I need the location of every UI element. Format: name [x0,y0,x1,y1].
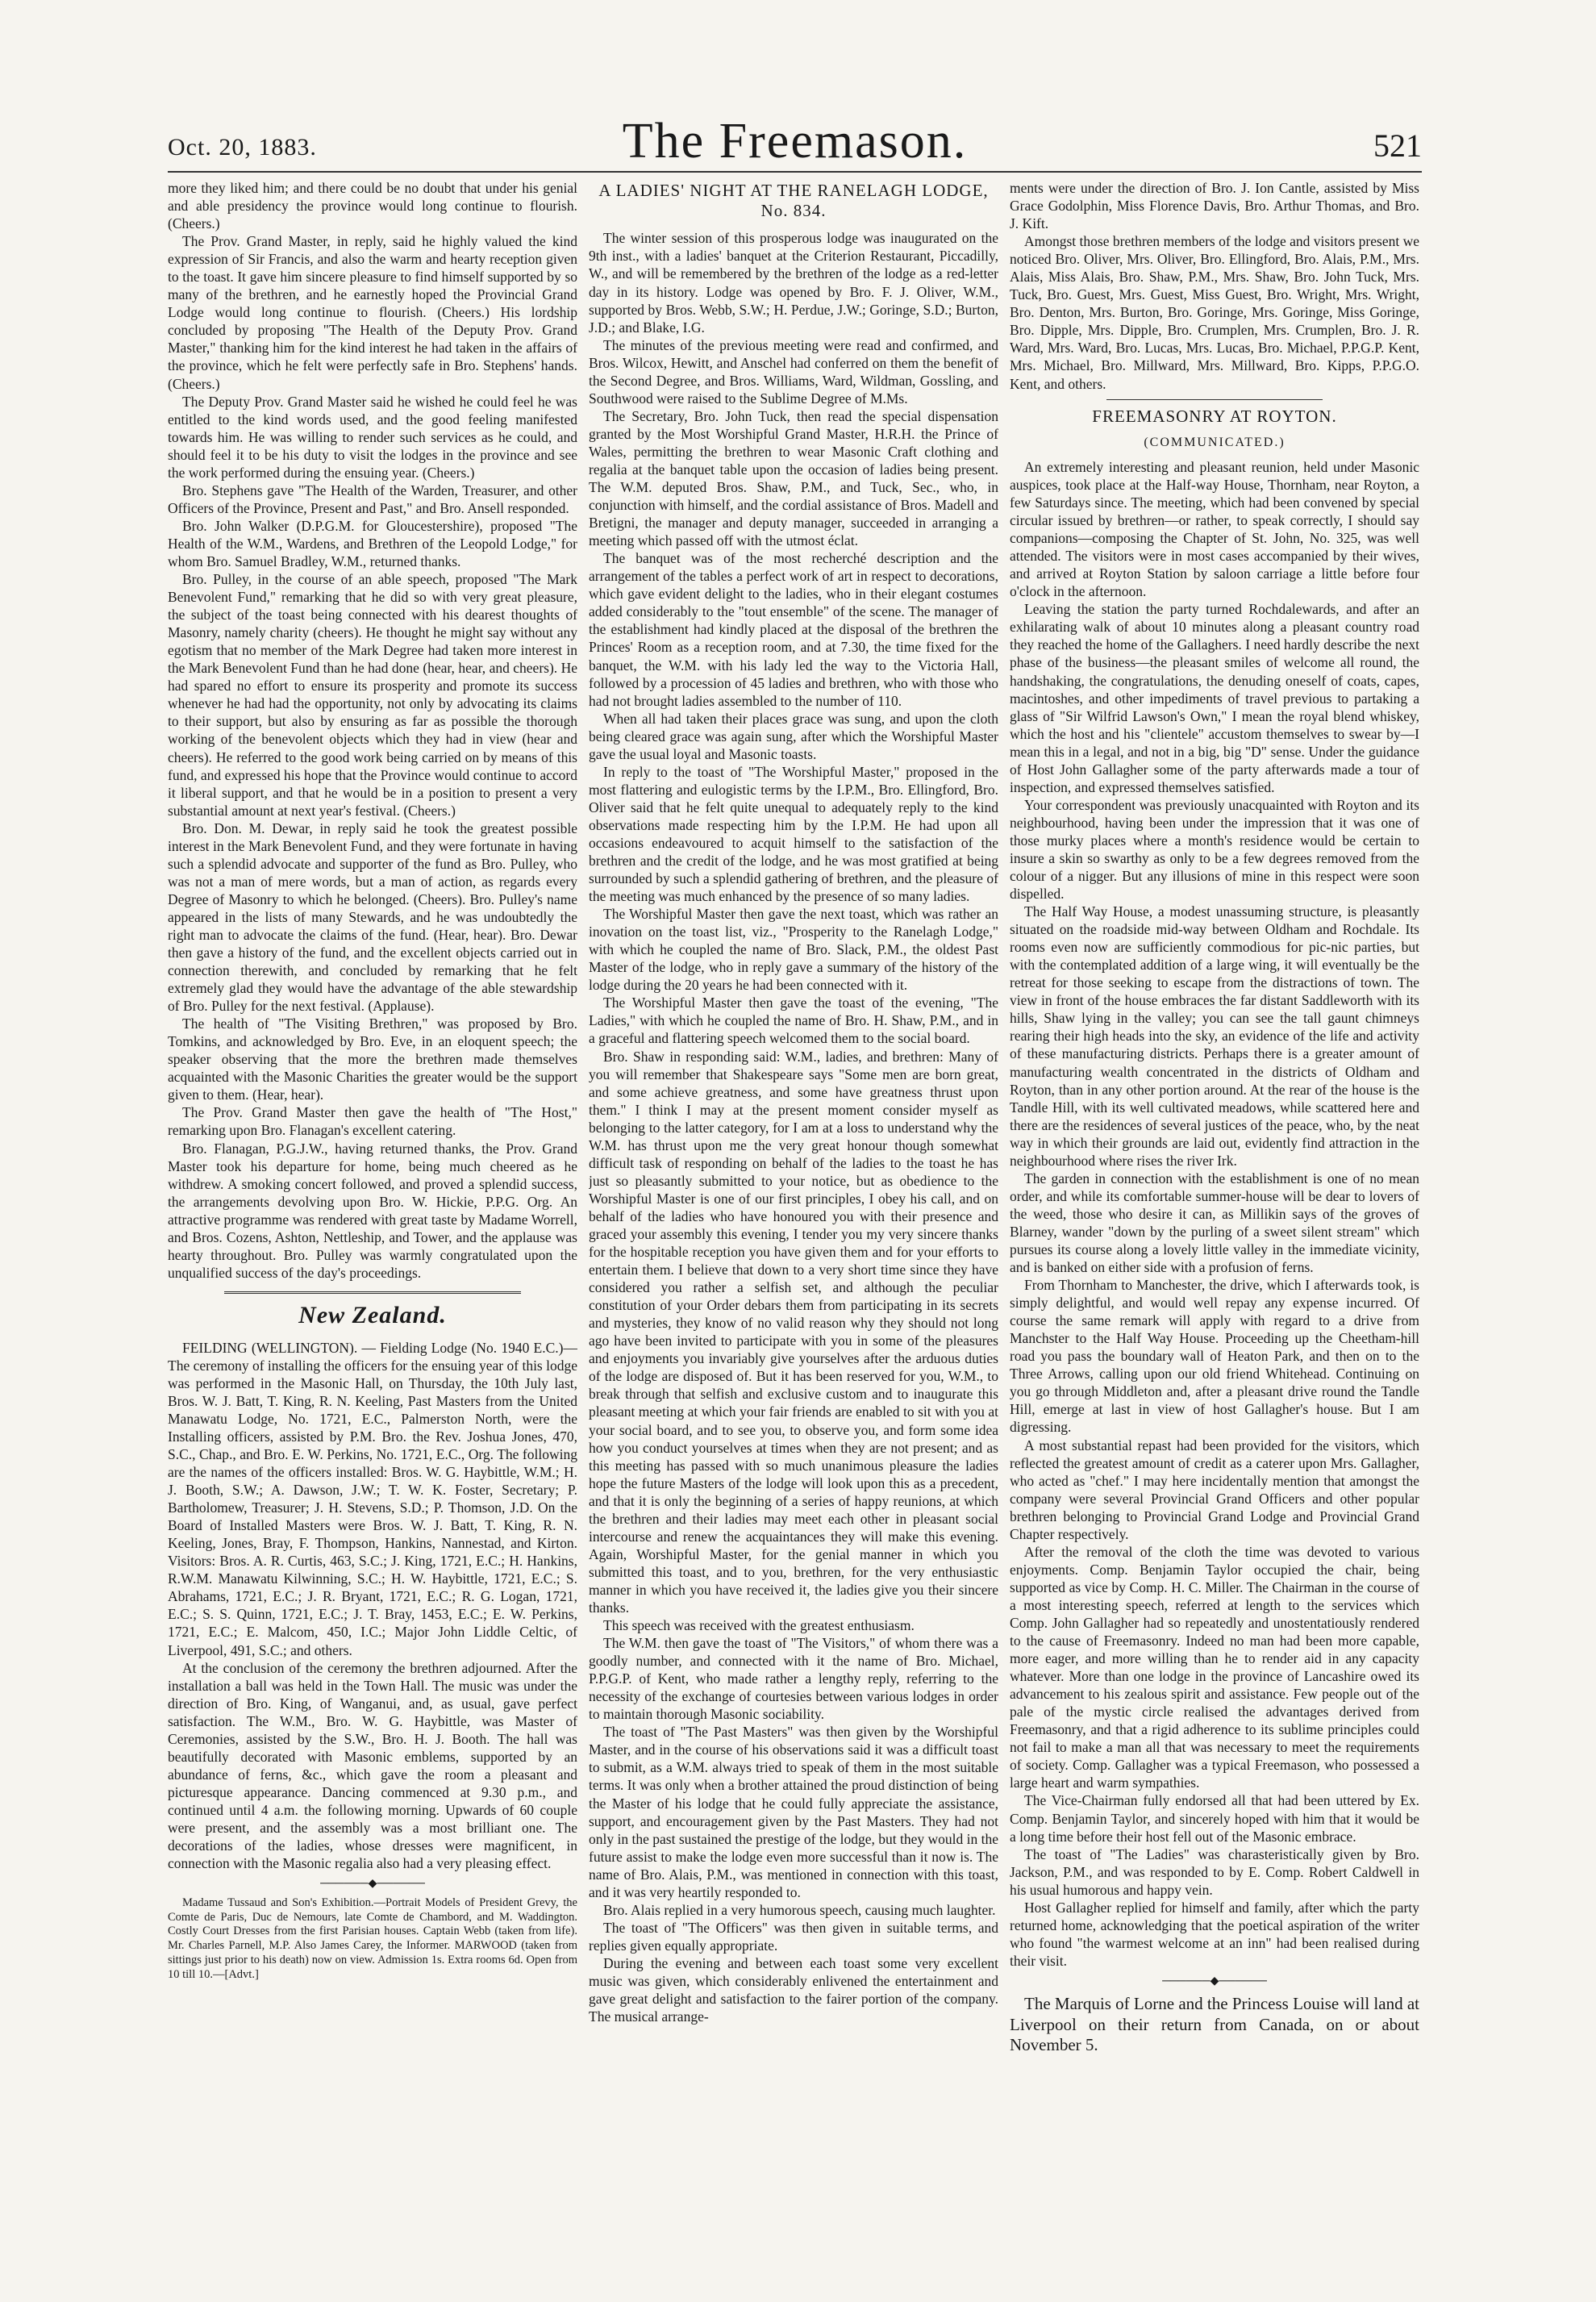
article-paragraph: An extremely interesting and pleasant reunion, held under Masonic auspices, took place at the Half-way House, Thornham, near Royton, a few Saturdays since. The meeting, which had been convened by special circular issued by brethren—or rather, to speak correctly, I should say companions—composing the Chapter of St. John, No. 325, was well attended. The visitors were in most cases accompanied by their wives, and arrived at Royton Station by saloon carriage a little before four o'clock in the afternoon. [1010,458,1419,600]
article-paragraph: more they liked him; and there could be no doubt that under his genial and able presidency the province would long continue to flourish. (Cheers.) [168,180,577,232]
article-paragraph: The toast of "The Past Masters" was then given by the Worshipful Master, and in the course of his observations said it was a difficult toast to submit, as a W.M. always tried to speak of them in the most suitable terms. It was only when a brother attained the proud distinction of being the Master of his lodge that he could fully appreciate the assistance, support, and encouragement given by the Past Masters. They had not only in the past sustained the prestige of the lodge, but they would in the future assist to make the lodge even more successful than it now is. The name of Bro. Alais, P.M., was mentioned in connection with this toast, and it was very heartily responded to. [589,1724,998,1900]
article-paragraph: The toast of "The Officers" was then given in suitable terms, and replies given equally appropriate. [589,1919,998,1954]
article-subheading: (COMMUNICATED.) [1144,435,1286,449]
article-paragraph: Host Gallagher replied for himself and family, after which the party returned home, acknowledging that the poetical aspiration of the writer who found "the warmest welcome at an inn" had been realised during their visit. [1010,1899,1419,1969]
article-paragraph: After the removal of the cloth the time was devoted to various enjoyments. Comp. Benjamin Taylor occupied the chair, being supported as vice by Comp. H. C. Miller. The Chairman in the course of a most interesting speech, referred at length to the services which Comp. John Gallagher had so repeatedly and unostentatiously rendered to the cause of Freemasonry. Indeed no man had been more capable, more eager, and more willing than he to render aid in any capacity whatever. More than one lodge in the province of Lancashire owed its advancement to his zealous spirit and assistance. Few people out of the pale of the mystic circle realised the advantages derived from Freemasonry, and that a rigid adherence to its sublime principles could not fail to make a man all that was necessary to meet the requirements of society. Comp. Gallagher was a typical Freemason, who possessed a large heart and warm sympathies. [1010,1543,1419,1791]
article-paragraph: Bro. Flanagan, P.G.J.W., having returned thanks, the Prov. Grand Master took his departure for home, being much cheered as he withdrew. A smoking concert followed, and proved a splendid success, the arrangements devolving upon Bro. W. Hickie, P.P.G. Org. An attractive programme was rendered with great taste by Madame Worrell, and Bros. Cozens, Ashton, Nettleship, and Tower, and the applause was hearty throughout. Bro. Pulley was warmly congratulated upon the unqualified success of the day's proceedings. [168,1140,577,1281]
article-paragraph: Bro. Stephens gave "The Health of the Warden, Treasurer, and other Officers of the Province, Present and Past," and Bro. Ansell responded. [168,482,577,516]
newspaper-title: The Freemason. [622,114,968,169]
article-paragraph: ments were under the direction of Bro. J. Ion Cantle, assisted by Miss Grace Godolphin, Miss Florence Davis, Bro. Arthur Thomas, and Bro. J. Kift. [1010,180,1419,232]
article-paragraph: In reply to the toast of "The Worshipful Master," proposed in the most flattering and eulogistic terms by the I.P.M., Bro. Ellingford, Bro. Oliver said that he felt quite unequal to adequately reply to the kind observations made respecting him by the I.P.M. He had upon all occasions endeavoured to acquit himself to the satisfaction of the brethren and the credit of the lodge, and he was most gratified at being surrounded by such a splendid gathering of brethren, and the pleasure of the meeting was much enhanced by the presence of so many ladies. [589,763,998,905]
article-paragraph: The Worshipful Master then gave the toast of the evening, "The Ladies," with which he coupled the name of Bro. H. Shaw, P.M., and in a graceful and flattering speech welcomed them to the social board. [589,995,998,1047]
article-heading: A LADIES' NIGHT AT THE RANELAGH LODGE, No. 834. [598,181,989,221]
news-note: The Marquis of Lorne and the Princess Louise will land at Liverpool on their return from Canada, on or about November 5. [1010,1993,1419,2055]
article-paragraph: The Prov. Grand Master then gave the health of "The Host," remarking upon Bro. Flanagan's excellent catering. [168,1104,577,1139]
column-left [168,179,577,2260]
section-divider [224,1291,521,1294]
article-paragraph: The Vice-Chairman fully endorsed all that had been uttered by Ex. Comp. Benjamin Taylor, and sincerely hoped with him that it would be a long time before their host fell out of the Masonic embrace. [1010,1792,1419,1845]
article-paragraph: During the evening and between each toast some very excellent music was given, which considerably enlivened the entertainment and gave great delight and satisfaction to the fairer portion of the company. The musical arrange- [589,1954,998,2025]
article-heading: FREEMASONRY AT ROYTON. [1092,406,1337,426]
issue-date: Oct. 20, 1883. [168,134,317,161]
column-right [1010,179,1419,2260]
page-number: 521 [1373,127,1422,164]
divider-ornament: ──────◆────── [320,1878,425,1891]
article-paragraph: Your correspondent was previously unacquainted with Royton and its neighbourhood, having been under the impression that it was one of those murky places where a month's residence would be certain to insure a skin so swarthy as only to be a few degrees removed from the colour of a nigger. But any illusions of mine in this respect were soon dispelled. [1010,796,1419,903]
article-paragraph: The Deputy Prov. Grand Master said he wished he could feel he was entitled to the kind words used, and the good feeling manifested towards him. He was willing to render such services as he could, and should feel it to be his duty to visit the lodges in the province and see the work performed during the ensuing year. (Cheers.) [168,393,577,481]
article-paragraph: The health of "The Visiting Brethren," was proposed by Bro. Tomkins, and acknowledged by Bro. Eve, in an eloquent speech; the speaker observing that the more the brethren made themselves acquainted with the Masonic Charities the greater would be the support given to them. (Hear, hear). [168,1015,577,1103]
advertisement: Madame Tussaud and Son's Exhibition.—Portrait Models of President Grevy, the Comte de Paris, Duc de Nemours, late Comte de Chambord, and M. Waddington. Costly Court Dresses from the first Parisian houses. Captain Webb (taken from life). Mr. Charles Parnell, M.P. Also James Carey, the Informer. MARWOOD (taken from sittings just prior to his death) now on view. Admission 1s. Extra rooms 6d. Open from 10 till 10.—[Advt.] [168,1896,577,1981]
divider-ornament: ──────◆────── [1162,1975,1267,1987]
article-paragraph: The Prov. Grand Master, in reply, said he highly valued the kind expression of Sir Francis, and also the warm and hearty reception given to the toast. It gave him sincere pleasure to find himself supported by so many of the brethren, and he earnestly hoped the Provincial Grand Lodge would long continue to flourish. (Cheers.) His lordship concluded by proposing "The Health of the Deputy Prov. Grand Master," thanking him for the kind interest he had taken in the affairs of the province, which he felt were perfectly safe in Bro. Stephens' hands. (Cheers.) [168,233,577,392]
article-paragraph: The Secretary, Bro. John Tuck, then read the special dispensation granted by the Most Worshipful Grand Master, H.R.H. the Prince of Wales, permitting the brethren to wear Masonic Craft clothing and regalia at the banquet table upon the occasion of ladies being present. The W.M. deputed Bros. Shaw, P.M., and Tuck, Sec., who, in conjunction with himself, and the cordial assistance of Bros. Madell and Bretigni, the manager and deputy manager, succeeded in arranging a meeting which passed off with the utmost éclat. [589,407,998,549]
article-paragraph: The Worshipful Master then gave the next toast, which was rather an inovation on the toast list, viz., "Prosperity to the Ranelagh Lodge," with which he coupled the name of Bro. Slack, P.M., the oldest Past Master of the lodge, who in reply gave a summary of the history of the lodge during the 20 years he had been connected with it. [589,906,998,994]
section-heading: New Zealand. [298,1301,447,1328]
article-paragraph: This speech was received with the greatest enthusiasm. [603,1617,915,1634]
section-divider [1106,399,1323,400]
article-paragraph: Bro. Shaw in responding said: W.M., ladies, and brethren: Many of you will remember that Shakespeare says "Some men are born great, and some achieve greatness, and some have greatness thrust upon them." I think I may at the present moment consider myself as belonging to the latter category, for I am at a loss to understand why the W.M. has thrust upon me the very great honour though somewhat difficult task of responding on behalf of the ladies to the toast he has just so pleasantly submitted to your notice, but as obedience to the Worshipful Master is one of our first principles, I obey his call, and on behalf of the ladies who have honoured you with their presence and graced your assembly this evening, I tender you my very sincere thanks for the hospitable reception you have given them and for your efforts to entertain them. I believe that down to a very short time since they have considered you rather a selfish set, and although the peculiar constitution of your Order debars them from participating in its secrets and mysteries, they know of no valid reason why they should not long ago have been invited to participate with you in some of the pleasures and enjoyments you invariably give yourselves after the arduous duties of the lodge are disposed of. But it has been reserved for you, W.M., to break through that selfish and exclusive custom and to inaugurate this pleasant meeting at which your fair friends are enabled to sit with you at your social board, and to see you, to observe you, and form some idea how you conduct yourselves at times when they are not present; and as this meeting has passed with so much unanimous pleasure the ladies hope the future Masters of the lodge will look upon this as a precedent, and that it is only the beginning of a series of happy reunions, at which the brethren and their ladies may meet each other in pleasant social intercourse and renew the acquaintances they will make this evening. Again, Worshipful Master, for the genial manner in which you submitted this toast, and to you, brethren, for the very enthusiastic manner in which you have received it, the ladies give you their sincere thanks. [589,1048,998,1616]
article-paragraph: FEILDING (WELLINGTON). — Fielding Lodge (No. 1940 E.C.)—The ceremony of installing the officers for the ensuing year of this lodge was performed in the Masonic Hall, on Thursday, the 10th July last, Bros. W. J. Batt, T. King, R. N. Keeling, Past Masters from the United Manawatu Lodge, No. 1721, E.C., Palmerston North, were the Installing officers, assisted by P.M. Bro. the Rev. Joshua Jones, 470, S.C., Chap., and Bro. E. W. Perkins, No. 1721, E.C., Org. The following are the names of the officers installed: Bros. W. G. Haybittle, W.M.; H. J. Booth, S.W.; A. Dawson, J.W.; T. W. K. Foster, Secretary; P. Bartholomew, Treasurer; J. H. Stevens, S.D.; P. Thomson, J.D. On the Board of Installed Masters were Bros. W. J. Batt, T. King, R. N. Keeling, Jones, Bray, F. Thompson, Hankins, Nannestad, and Kirton. Visitors: Bros. A. R. Curtis, 463, S.C.; J. King, 1721, E.C.; H. Hankins, R.W.M. Manawatu Kilwinning, S.C.; H. W. Haybittle, 1721, E.C.; S. Abrahams, 1721, E.C.; J. R. Bryant, 1721, E.C.; R. G. Logan, 1721, E.C.; S. S. Quinn, 1721, E.C.; J. T. Bray, 1453, E.C.; E. W. Perkins, 1721, E.C.; E. Malcom, 450, I.C.; Major John Liddle Celtic, of Liverpool, 491, S.C.; and others. [168,1339,577,1658]
article-paragraph: A most substantial repast had been provided for the visitors, which reflected the greatest amount of credit as a caterer upon Mrs. Gallagher, who acted as "chef." I may here incidentally mention that amongst the company were several Provincial Grand Officers and other popular brethren belonging to Provincial Grand Lodge and Provincial Grand Chapter respectively. [1010,1437,1419,1542]
article-paragraph: Amongst those brethren members of the lodge and visitors present we noticed Bro. Oliver, Mrs. Oliver, Bro. Ellingford, Bro. Alais, P.M., Mrs. Alais, Miss Alais, Bro. Shaw, P.M., Mrs. Shaw, Bro. John Tuck, Mrs. Tuck, Bro. Guest, Mrs. Guest, Miss Guest, Bro. Wright, Mrs. Wright, Bro. Denton, Mrs. Burton, Bro. Goringe, Mrs. Goringe, Miss Goringe, Bro. Dipple, Mrs. Dipple, Bro. Crumplen, Mrs. Crumplen, Bro. J. R. Ward, Mrs. Ward, Bro. Lucas, Mrs. Lucas, Bro. Michael, P.P.G.P. Kent, Mrs. Michael, Bro. Millward, Mrs. Millward, Bro. Kipps, P.P.G.O. Kent, and others. [1010,233,1419,392]
article-paragraph: Bro. Pulley, in the course of an able speech, proposed "The Mark Benevolent Fund," remarking that he did so with very great pleasure, the subject of the toast being connected with his dearest thoughts of Masonry, namely charity (cheers). He thought he might say without any egotism that no member of the Mark Degree had taken more interest in the Mark Benevolent Fund than he had done (hear, hear, and cheers). He had spared no effort to ensure its prosperity and promote its success whenever he had had the opportunity, not only by advocating its claims to their support, but also by ensuring as far as possible the thorough working of the benevolent objects which they had in view (hear and cheers). He referred to the good work being carried on by means of this fund, and expressed his hope that the Province would continue to accord it liberal support, and that he would be in a position to present a very substantial amount at next year's festival. (Cheers.) [168,571,577,819]
article-paragraph: The W.M. then gave the toast of "The Visitors," of whom there was a goodly number, and connected with it the name of Bro. Michael, P.P.G.P. of Kent, who made rather a lengthy reply, referring to the necessity of the exchange of courtesies between various lodges in order to maintain thorough Masonic sociability. [589,1635,998,1723]
article-paragraph: When all had taken their places grace was sung, and upon the cloth being cleared grace was again sung, after which the Worshipful Master gave the usual loyal and Masonic toasts. [589,710,998,762]
masthead-rule [168,171,1422,173]
article-paragraph: Bro. Alais replied in a very humorous speech, causing much laughter. [603,1901,996,1918]
article-paragraph: The winter session of this prosperous lodge was inaugurated on the 9th inst., with a ladies' banquet at the Criterion Restaurant, Piccadilly, W., and will be remembered by the brethren of the lodge as a red-letter day in its history. Lodge was opened by Bro. F. J. Oliver, W.M., supported by Bros. Webb, S.W.; H. Perdue, J.W.; Goringe, S.D.; Burton, J.D.; and Blake, I.G. [589,230,998,336]
article-paragraph: The banquet was of the most recherché description and the arrangement of the tables a perfect work of art in respect to decorations, which gave evident delight to the ladies, who in their elegant costumes added considerably to the "tout ensemble" of the scene. The manager of the establishment had kindly placed at the disposal of the brethren the Princes' Room as a reception room, and at 7.30, the time fixed for the banquet, the W.M. with his lady led the way to the Victoria Hall, followed by a procession of 45 ladies and brethren, who with those who had not brought ladies assembled to the number of 110. [589,550,998,709]
article-paragraph: The Half Way House, a modest unassuming structure, is pleasantly situated on the roadside mid-way between Oldham and Rochdale. Its rooms even now are sufficiently commodious for pic-nic parties, but with the contemplated addition of a large wing, it will eventually be the retreat for those seeking to escape from the distractions of town. The view in front of the house embraces the far distant Saddleworth with its hills, Shaw lying in the valley; you can see the tall gaunt chimneys rearing their high heads into the sky, an evidence of the life and activity of these manufacturing districts. Perhaps there is a greater amount of manufacturing wealth concentrated in the districts of Oldham and Royton, than in any other portion around. At the rear of the house is the Tandle Hill, with its well cultivated meadows, while scattered here and there are the residences of several justices of the peace, who, by the neat way in which their grounds are laid out, evidently find attraction in the neighbourhood where rises the river Irk. [1010,903,1419,1169]
article-paragraph: Leaving the station the party turned Rochdalewards, and after an exhilarating walk of about 10 minutes along a pleasant country road they reached the home of the Gallaghers. I need hardly describe the next phase of the business—the pleasant smiles of welcome all round, the handshaking, the congratulations, the denuding oneself of coats, capes, macintoshes, and other impediments of travel previous to partaking a glass of "Sir Wilfrid Lawson's Own," I mean the royal blend whiskey, which the host and his "clientele" accustom themselves to swear by—I mean this in a legal, and not in a big, big "D" sense. Under the guidance of Host John Gallagher some of the party afterwards made a tour of inspection, and expressed themselves satisfied. [1010,601,1419,795]
article-paragraph: The garden in connection with the establishment is one of no mean order, and while its comfortable summer-house will be dear to lovers of the weed, those who desire it can, as Millikin says of the groves of Blarney, wander "down by the purling of a sweet silent stream" which pursues its course along a lovely little valley in the immediate vicinity, and is banked on either side with a profusion of ferns. [1010,1170,1419,1276]
article-paragraph: The toast of "The Ladies" was charasteristically given by Bro. Jackson, P.M., and was responded to by E. Comp. Robert Caldwell in his usual humorous and happy vein. [1010,1845,1419,1898]
article-paragraph: Bro. John Walker (D.P.G.M. for Gloucestershire), proposed "The Health of the W.M., Wardens, and Brethren of the Leopold Lodge," for whom Bro. Samuel Bradley, W.M., returned thanks. [168,517,577,569]
column-middle [589,179,998,2260]
article-paragraph: Bro. Don. M. Dewar, in reply said he took the greatest possible interest in the Mark Benevolent Fund, and they were fortunate in having such a splendid advocate and supporter of the fund as Bro. Pulley, who was not a man of mere words, but a man of action, as regards every Degree of Masonry to which he belonged. (Cheers). Bro. Pulley's name appeared in the lists of many Stewards, and he was undoubtedly the right man to advocate the claims of the fund. (Hear, hear). Bro. Dewar then gave a history of the fund, and the excellent objects carried out in connection therewith, and concluded by remarking that he felt extremely glad they would have the advantage of the able stewardship of Bro. Pulley for the next festival. (Applause). [168,819,577,1015]
masthead [168,113,1422,169]
article-paragraph: From Thornham to Manchester, the drive, which I afterwards took, is simply delightful, and would well repay any expense incurred. Of course the same remark will apply with regard to a drive from Manchster to the Half Way House. Proceeding up the Cheetham-hill road you pass the boundary wall of Heaton Park, and then on to the Three Arrows, calling upon our old friend Whitehead. Continuing on you go through Middleton and, after a pleasant drive round the Tandle Hill, emerge at last in view of host Gallagher's house. But I am digressing. [1010,1277,1419,1436]
article-paragraph: At the conclusion of the ceremony the brethren adjourned. After the installation a ball was held in the Town Hall. The music was under the direction of Bro. King, of Wanganui, and, as usual, gave perfect satisfaction. The W.M., Bro. W. G. Haybittle, was Master of Ceremonies, assisted by the S.W., Bro. H. J. Booth. The hall was beautifully decorated with Masonic emblems, supported by an abundance of ferns, &c., which gave the room a pleasant and picturesque appearance. Dancing commenced at 9.30 p.m., and continued until 4 a.m. the following morning. Upwards of 60 couple were present, and the assembly was a most brilliant one. The decorations of the ladies, whose dresses were magnificent, in connection with the Masonic regalia also had a very pleasing effect. [168,1659,577,1872]
article-paragraph: The minutes of the previous meeting were read and confirmed, and Bros. Wilcox, Hewitt, and Anschel had conferred on them the benefit of the Second Degree, and Bros. Williams, Ward, Wildman, Gossling, and Southwood were raised to the Sublime Degree of M.Ms. [589,336,998,407]
